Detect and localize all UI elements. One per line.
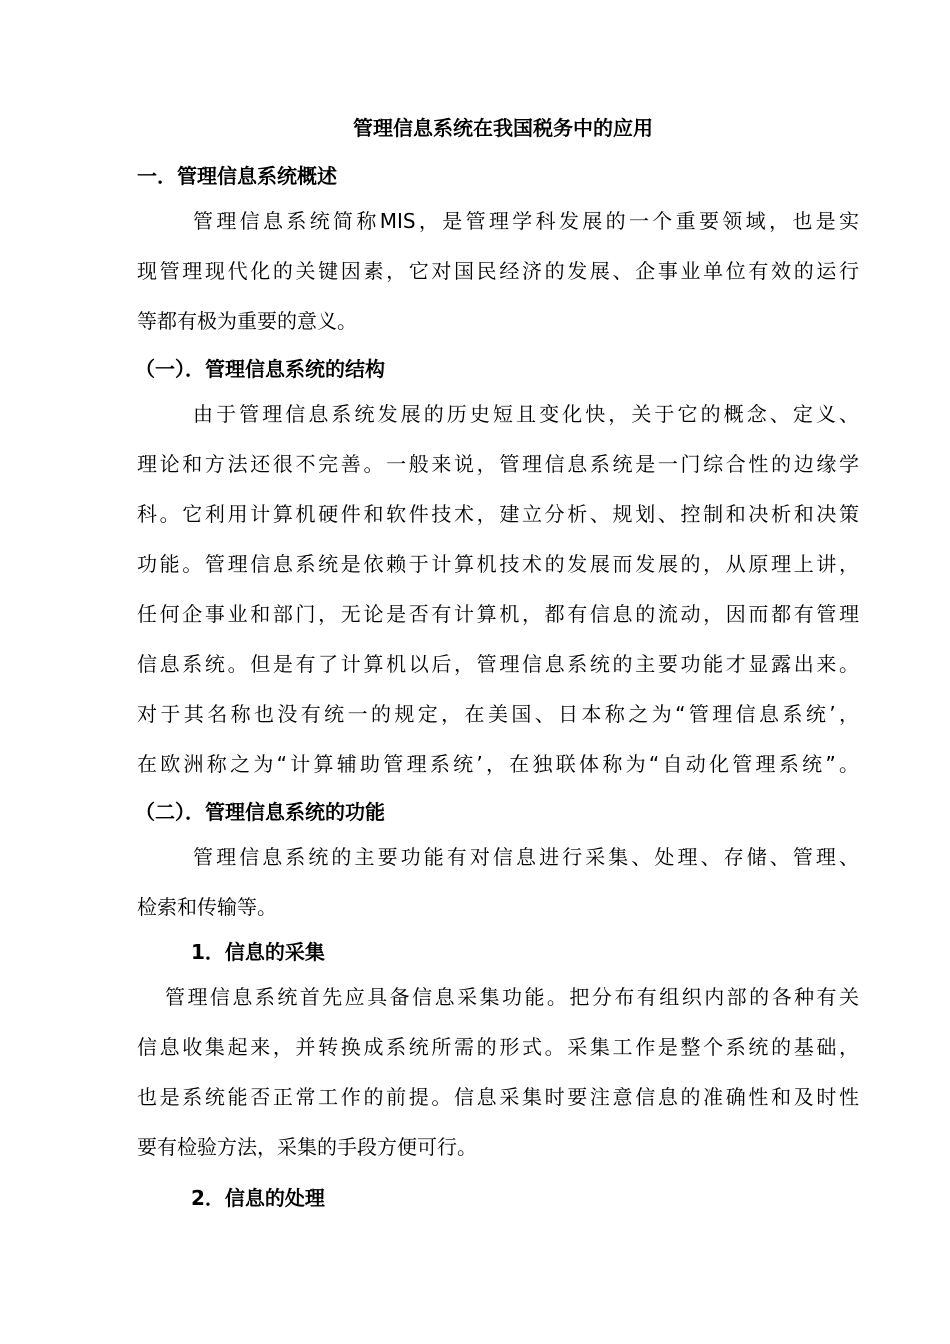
paragraph-line: 检索和传输等。: [137, 895, 277, 919]
item-heading-processing: 2．信息的处理: [191, 1186, 325, 1210]
paragraph-line: 管理信息系统首先应具备信息采集功能。把分布有组织内部的各种有关: [165, 985, 859, 1009]
paragraph-line: 管理信息系统简称MIS，是管理学科发展的一个重要领域，也是实: [193, 209, 859, 233]
document-page: [137, 108, 859, 1218]
overview-paragraph: [137, 196, 859, 346]
subsection-heading-structure: （一）．管理信息系统的结构: [135, 357, 385, 381]
item-heading-collection: 1．信息的采集: [191, 940, 325, 964]
paragraph-line: 理论和方法还很不完善。一般来说，管理信息系统是一门综合性的边缘学: [137, 452, 859, 476]
paragraph-line: 科。它利用计算机硬件和软件技术，建立分析、规划、控制和决析和决策: [137, 502, 859, 526]
paragraph-line: 要有检验方法，采集的手段方便可行。: [137, 1135, 477, 1159]
paragraph-line: 等都有极为重要的意义。: [137, 309, 357, 333]
paragraph-line: 管理信息系统的主要功能有对信息进行采集、处理、存储、管理、: [193, 845, 859, 869]
paragraph-line: 由于管理信息系统发展的历史短且变化快，关于它的概念、定义、: [193, 402, 859, 426]
document-title: 管理信息系统在我国税务中的应用: [353, 116, 653, 140]
subsection-heading-functions: （二）．管理信息系统的功能: [135, 800, 385, 824]
functions-paragraph: [137, 832, 859, 932]
paragraph-line: 在欧洲称之为“计算辅助管理系统’，在独联体称为“自动化管理系统”。: [137, 752, 859, 776]
paragraph-line: 信息收集起来，并转换成系统所需的形式。采集工作是整个系统的基础，: [137, 1035, 859, 1059]
paragraph-line: 信息系统。但是有了计算机以后，管理信息系统的主要功能才显露出来。: [137, 652, 859, 676]
paragraph-line: 也是系统能否正常工作的前提。信息采集时要注意信息的准确性和及时性: [137, 1085, 859, 1109]
paragraph-line: 现管理现代化的关键因素，它对国民经济的发展、企事业单位有效的运行: [137, 259, 859, 283]
paragraph-line: 功能。管理信息系统是依赖于计算机技术的发展而发展的，从原理上讲，: [137, 552, 859, 576]
paragraph-line: 对于其名称也没有统一的规定，在美国、日本称之为“管理信息系统’，: [137, 702, 859, 726]
section-heading-overview: 一．管理信息系统概述: [137, 164, 337, 188]
structure-paragraph: [137, 389, 859, 789]
collection-paragraph: [137, 972, 859, 1172]
paragraph-line: 任何企事业和部门，无论是否有计算机，都有信息的流动，因而都有管理: [137, 602, 859, 626]
